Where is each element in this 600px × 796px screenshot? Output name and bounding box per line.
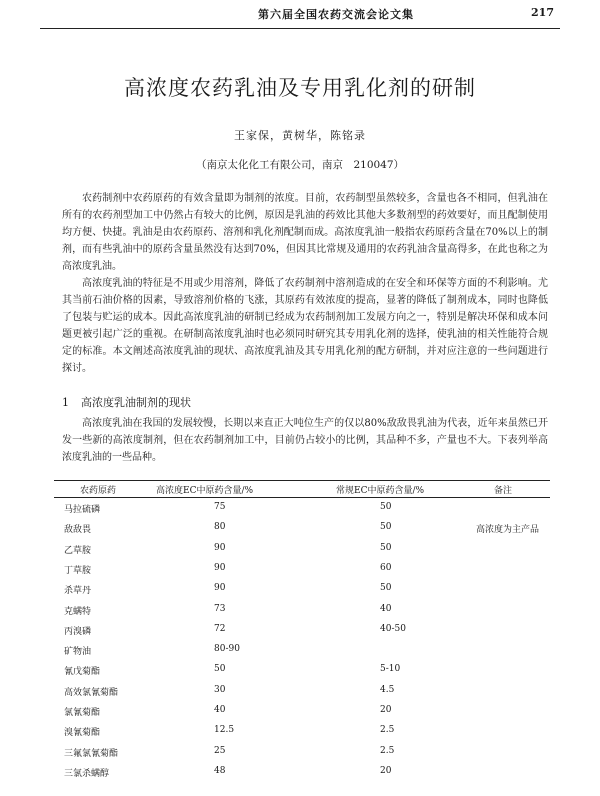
cell-regular-ec: 5-10 — [380, 664, 401, 675]
cell-pesticide: 敌敌畏 — [64, 525, 92, 536]
table-header-rule — [54, 497, 550, 498]
column-header-remarks: 备注 — [494, 486, 513, 496]
data-table — [54, 480, 550, 792]
cell-high-ec: 80 — [214, 522, 226, 533]
cell-high-ec: 80-90 — [214, 644, 240, 655]
table-row — [54, 583, 550, 603]
cell-pesticide: 马拉硫磷 — [64, 505, 101, 515]
cell-regular-ec: 4.5 — [380, 684, 395, 695]
table-row — [54, 705, 550, 725]
cell-high-ec: 25 — [214, 745, 226, 756]
cell-high-ec: 72 — [214, 623, 226, 634]
cell-regular-ec: 2.5 — [380, 745, 395, 756]
cell-regular-ec: 20 — [380, 705, 392, 715]
section-heading — [62, 394, 191, 410]
cell-regular-ec: 50 — [380, 522, 392, 533]
cell-pesticide: 溴氰菊酯 — [64, 728, 101, 739]
table-top-rule — [54, 480, 550, 481]
cell-regular-ec: 20 — [380, 765, 392, 776]
cell-remarks: 高浓度为主产品 — [476, 525, 540, 536]
table-row — [54, 644, 550, 664]
table-row — [54, 746, 550, 766]
cell-high-ec: 90 — [214, 542, 226, 553]
cell-pesticide: 克螨特 — [64, 606, 92, 617]
cell-pesticide: 杀草丹 — [64, 586, 92, 597]
paragraph-status: 高浓度乳油在我国的发展较慢，长期以来直正大吨位生产的仅以80%敌敌畏乳油为代表，近年来虽然已开发一些新的高浓度制剂，但在农药制剂加工中，目前仍占较小的比例，其品种不多，产量也不大。下表列举高浓度乳油的一些品种。 — [62, 418, 548, 463]
table-row — [54, 685, 550, 705]
cell-regular-ec: 2.5 — [380, 725, 395, 736]
column-header-high-ec: 高浓度EC中原药含量/% — [156, 486, 254, 496]
table-row — [54, 563, 550, 583]
article-title: 高浓度农药乳油及专用乳化剂的研制 — [124, 76, 476, 100]
table-row — [54, 624, 550, 644]
cell-pesticide: 丙溴磷 — [64, 626, 92, 637]
cell-high-ec: 40 — [214, 705, 226, 715]
table-row — [54, 604, 550, 624]
cell-high-ec: 75 — [214, 502, 226, 512]
cell-regular-ec: 50 — [380, 502, 392, 512]
cell-high-ec: 73 — [214, 603, 226, 614]
cell-high-ec: 30 — [214, 684, 226, 695]
cell-regular-ec: 50 — [380, 542, 392, 553]
table-row — [54, 766, 550, 786]
cell-high-ec: 48 — [214, 765, 226, 776]
table-row — [54, 725, 550, 745]
cell-regular-ec: 60 — [380, 562, 392, 573]
cell-pesticide: 矿物油 — [64, 647, 92, 658]
table-row — [54, 664, 550, 684]
cell-pesticide: 氯氰菊酯 — [64, 708, 101, 718]
cell-pesticide: 三氟氯氰菊酯 — [64, 748, 119, 759]
cell-pesticide: 乙草胺 — [64, 545, 92, 556]
table-row — [54, 502, 550, 522]
section-title: 高浓度乳油制剂的现状 — [81, 396, 191, 409]
cell-high-ec: 50 — [214, 664, 226, 675]
column-header-regular-ec: 常规EC中原药含量/% — [336, 486, 425, 496]
cell-regular-ec: 40 — [380, 603, 392, 614]
journal-title: 第六届全国农药交流会论文集 — [258, 8, 414, 21]
cell-pesticide: 三氯杀螨醇 — [64, 768, 110, 779]
cell-pesticide: 氰戊菊酯 — [64, 667, 101, 678]
cell-regular-ec: 40-50 — [380, 623, 406, 634]
header-divider — [40, 28, 560, 29]
running-header — [0, 6, 600, 24]
page-number: 217 — [531, 6, 554, 19]
cell-high-ec: 90 — [214, 562, 226, 573]
paragraph-intro: 农药制剂中农药原药的有效含量即为制剂的浓度。目前，农药制型虽然较多，含量也各不相同，但乳油在所有的农药剂型加工中仍然占有较大的比例，原因是乳油的药效比其他大多数剂型的药效要好，而且配制使用均方便、快捷。乳油是由农药原药、溶剂和乳化剂配制而成。高浓度乳油一般指农药原药含量在70%以上的制剂，而有些乳油中的原药含量虽然没有达到70%，但因其比常规及通用的农药乳油含量高得多，在此也称之为高浓度乳油。 — [62, 193, 548, 272]
column-header-pesticide: 农药原药 — [80, 486, 117, 496]
cell-high-ec: 12.5 — [214, 725, 235, 736]
table-row — [54, 522, 550, 542]
cell-pesticide: 丁草胺 — [64, 565, 92, 576]
authors: 王家保，黄树华，陈铭录 — [234, 129, 366, 142]
affiliation: （南京太化化工有限公司，南京 210047） — [195, 159, 405, 171]
table-row — [54, 543, 550, 563]
cell-high-ec: 90 — [214, 583, 226, 594]
paragraph-features: 高浓度乳油的特征是不用或少用溶剂，降低了农药制剂中溶剂造成的在安全和环保等方面的不利影响。尤其当前石油价格的因素，导致溶剂价格的飞涨，其原药有效浓度的提高，显著的降低了制剂成本，同时也降低了包装与贮运的成本。因此高浓度乳油的研制已经成为农药制剂加工发展方向之一，特别是解决环保和成本问题更被引起广泛的重视。在研制高浓度乳油时也必须同时研究其专用乳化剂的选择，使乳油的相关性能符合规定的标准。本文阐述高浓度乳油的现状、高浓度乳油及其专用乳化剂的配方研制，并对应注意的一些问题进行探讨。 — [62, 278, 548, 374]
section-number: 1 — [62, 396, 69, 409]
cell-pesticide: 高效氯氰菊酯 — [64, 687, 119, 698]
cell-regular-ec: 50 — [380, 583, 392, 594]
